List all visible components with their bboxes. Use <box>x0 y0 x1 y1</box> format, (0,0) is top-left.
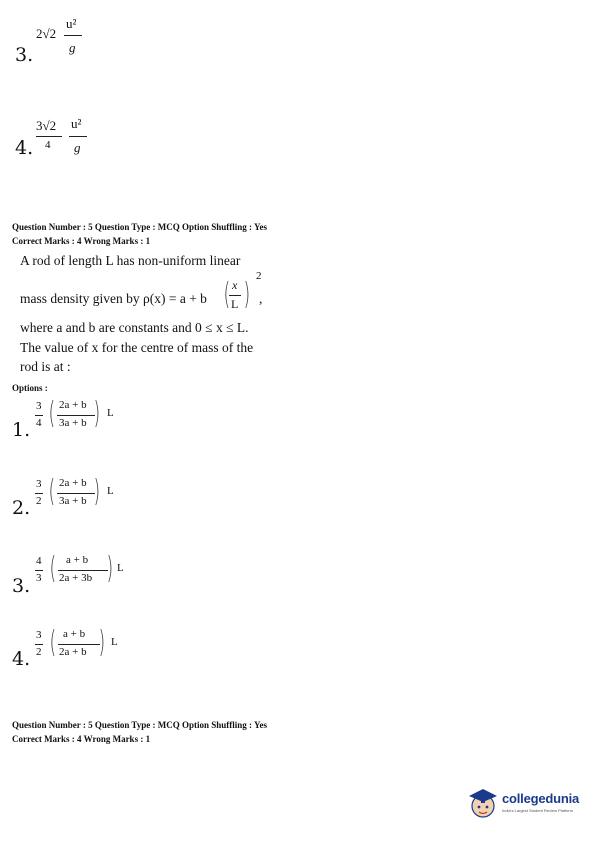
prev-option-3-bar <box>64 35 82 36</box>
option-1-number: 1. <box>12 419 31 441</box>
prev-option-3-expression <box>36 14 96 59</box>
option-1-coef-num: 3 <box>36 400 42 412</box>
option-4-expression[interactable] <box>34 627 144 667</box>
question-text-line-5: rod is at : <box>20 359 71 374</box>
option-3-bottom: 2a + 3b <box>59 572 93 584</box>
option-4-bottom: 2a + b <box>59 646 87 658</box>
option-2-suffix: L <box>107 485 114 497</box>
density-comma: , <box>259 291 263 306</box>
question-text-line-2 <box>20 270 280 316</box>
question-meta-line-1: Question Number : 5 Question Type : MCQ Option Shuffling : Yes <box>12 222 267 232</box>
option-3-left-paren: ( <box>49 551 57 586</box>
question-text-line-1: A rod of length L has non-uniform linear <box>20 253 241 268</box>
options-label: Options : <box>12 383 48 393</box>
prev-option-4-bar <box>69 136 87 137</box>
prev-option-4-expression <box>36 112 106 157</box>
prev-option-3-denominator: g <box>69 40 76 55</box>
option-2-coef-num: 3 <box>36 478 42 490</box>
prev-option-4-denominator: g <box>74 140 81 155</box>
question-text-line-4: The value of x for the centre of mass of the <box>20 340 254 355</box>
density-frac-x: x <box>232 278 238 292</box>
graduate-cap-icon <box>466 786 500 820</box>
option-2-bar <box>57 493 95 494</box>
option-3-number: 3. <box>12 575 31 597</box>
option-2-bottom: 3a + b <box>59 495 87 507</box>
density-right-paren: ) <box>243 277 251 312</box>
prev-option-4-coefficient-bar <box>36 136 62 137</box>
option-3-coef-den: 3 <box>36 572 42 584</box>
option-3-coef-num: 4 <box>36 555 42 567</box>
option-1-top: 2a + b <box>59 399 87 411</box>
option-2-right-paren: ) <box>93 474 101 509</box>
option-1-left-paren: ( <box>48 396 56 431</box>
option-1-coef-bar <box>35 415 43 416</box>
option-1-right-paren: ) <box>93 396 101 431</box>
collegedunia-logo <box>466 784 591 822</box>
prev-option-3-number: 3. <box>15 44 34 66</box>
logo-tagline: India's Largest Student Review Platform <box>502 808 574 813</box>
option-2-number: 2. <box>12 497 31 519</box>
option-3-expression[interactable] <box>34 553 144 593</box>
option-3-right-paren: ) <box>106 551 114 586</box>
option-1-bar <box>57 415 95 416</box>
option-4-top: a + b <box>63 628 86 640</box>
density-power: 2 <box>256 270 262 282</box>
option-2-coef-den: 2 <box>36 495 42 507</box>
next-question-meta-line-1: Question Number : 5 Question Type : MCQ Option Shuffling : Yes <box>12 720 267 730</box>
option-4-left-paren: ( <box>49 625 57 660</box>
option-4-coef-num: 3 <box>36 629 42 641</box>
option-4-bar <box>58 644 100 645</box>
option-1-suffix: L <box>107 407 114 419</box>
option-4-suffix: L <box>111 636 118 648</box>
option-1-coef-den: 4 <box>36 417 42 429</box>
next-question-meta-line-2: Correct Marks : 4 Wrong Marks : 1 <box>12 734 151 744</box>
question-meta-line-2: Correct Marks : 4 Wrong Marks : 1 <box>12 236 151 246</box>
option-2-coef-bar <box>35 493 43 494</box>
option-2-left-paren: ( <box>48 474 56 509</box>
prev-option-4-coefficient-den: 4 <box>45 139 51 151</box>
option-4-coef-bar <box>35 644 43 645</box>
option-4-coef-den: 2 <box>36 646 42 658</box>
option-3-suffix: L <box>117 562 124 574</box>
option-3-coef-bar <box>35 570 43 571</box>
option-3-bar <box>58 570 108 571</box>
prev-option-4-number: 4. <box>15 137 34 159</box>
density-frac-bar <box>229 295 241 296</box>
prev-option-4-numerator: u² <box>71 116 82 131</box>
question-text-line-3: where a and b are constants and 0 ≤ x ≤ L. <box>20 320 249 335</box>
option-1-bottom: 3a + b <box>59 417 87 429</box>
prev-option-3-numerator: u² <box>66 16 77 31</box>
logo-name: collegedunia <box>502 791 580 806</box>
prev-option-3-coefficient: 2√2 <box>36 26 57 41</box>
option-2-top: 2a + b <box>59 477 87 489</box>
option-4-number: 4. <box>12 648 31 670</box>
option-3-top: a + b <box>66 554 89 566</box>
question-density-expression: mass density given by ρ(x) = a + b <box>20 291 207 306</box>
option-4-right-paren: ) <box>98 625 106 660</box>
density-left-paren: ( <box>223 277 231 312</box>
option-1-expression[interactable] <box>34 398 134 438</box>
prev-option-4-coefficient-num: 3√2 <box>36 118 57 133</box>
density-frac-L: L <box>231 297 239 311</box>
option-2-expression[interactable] <box>34 476 134 516</box>
